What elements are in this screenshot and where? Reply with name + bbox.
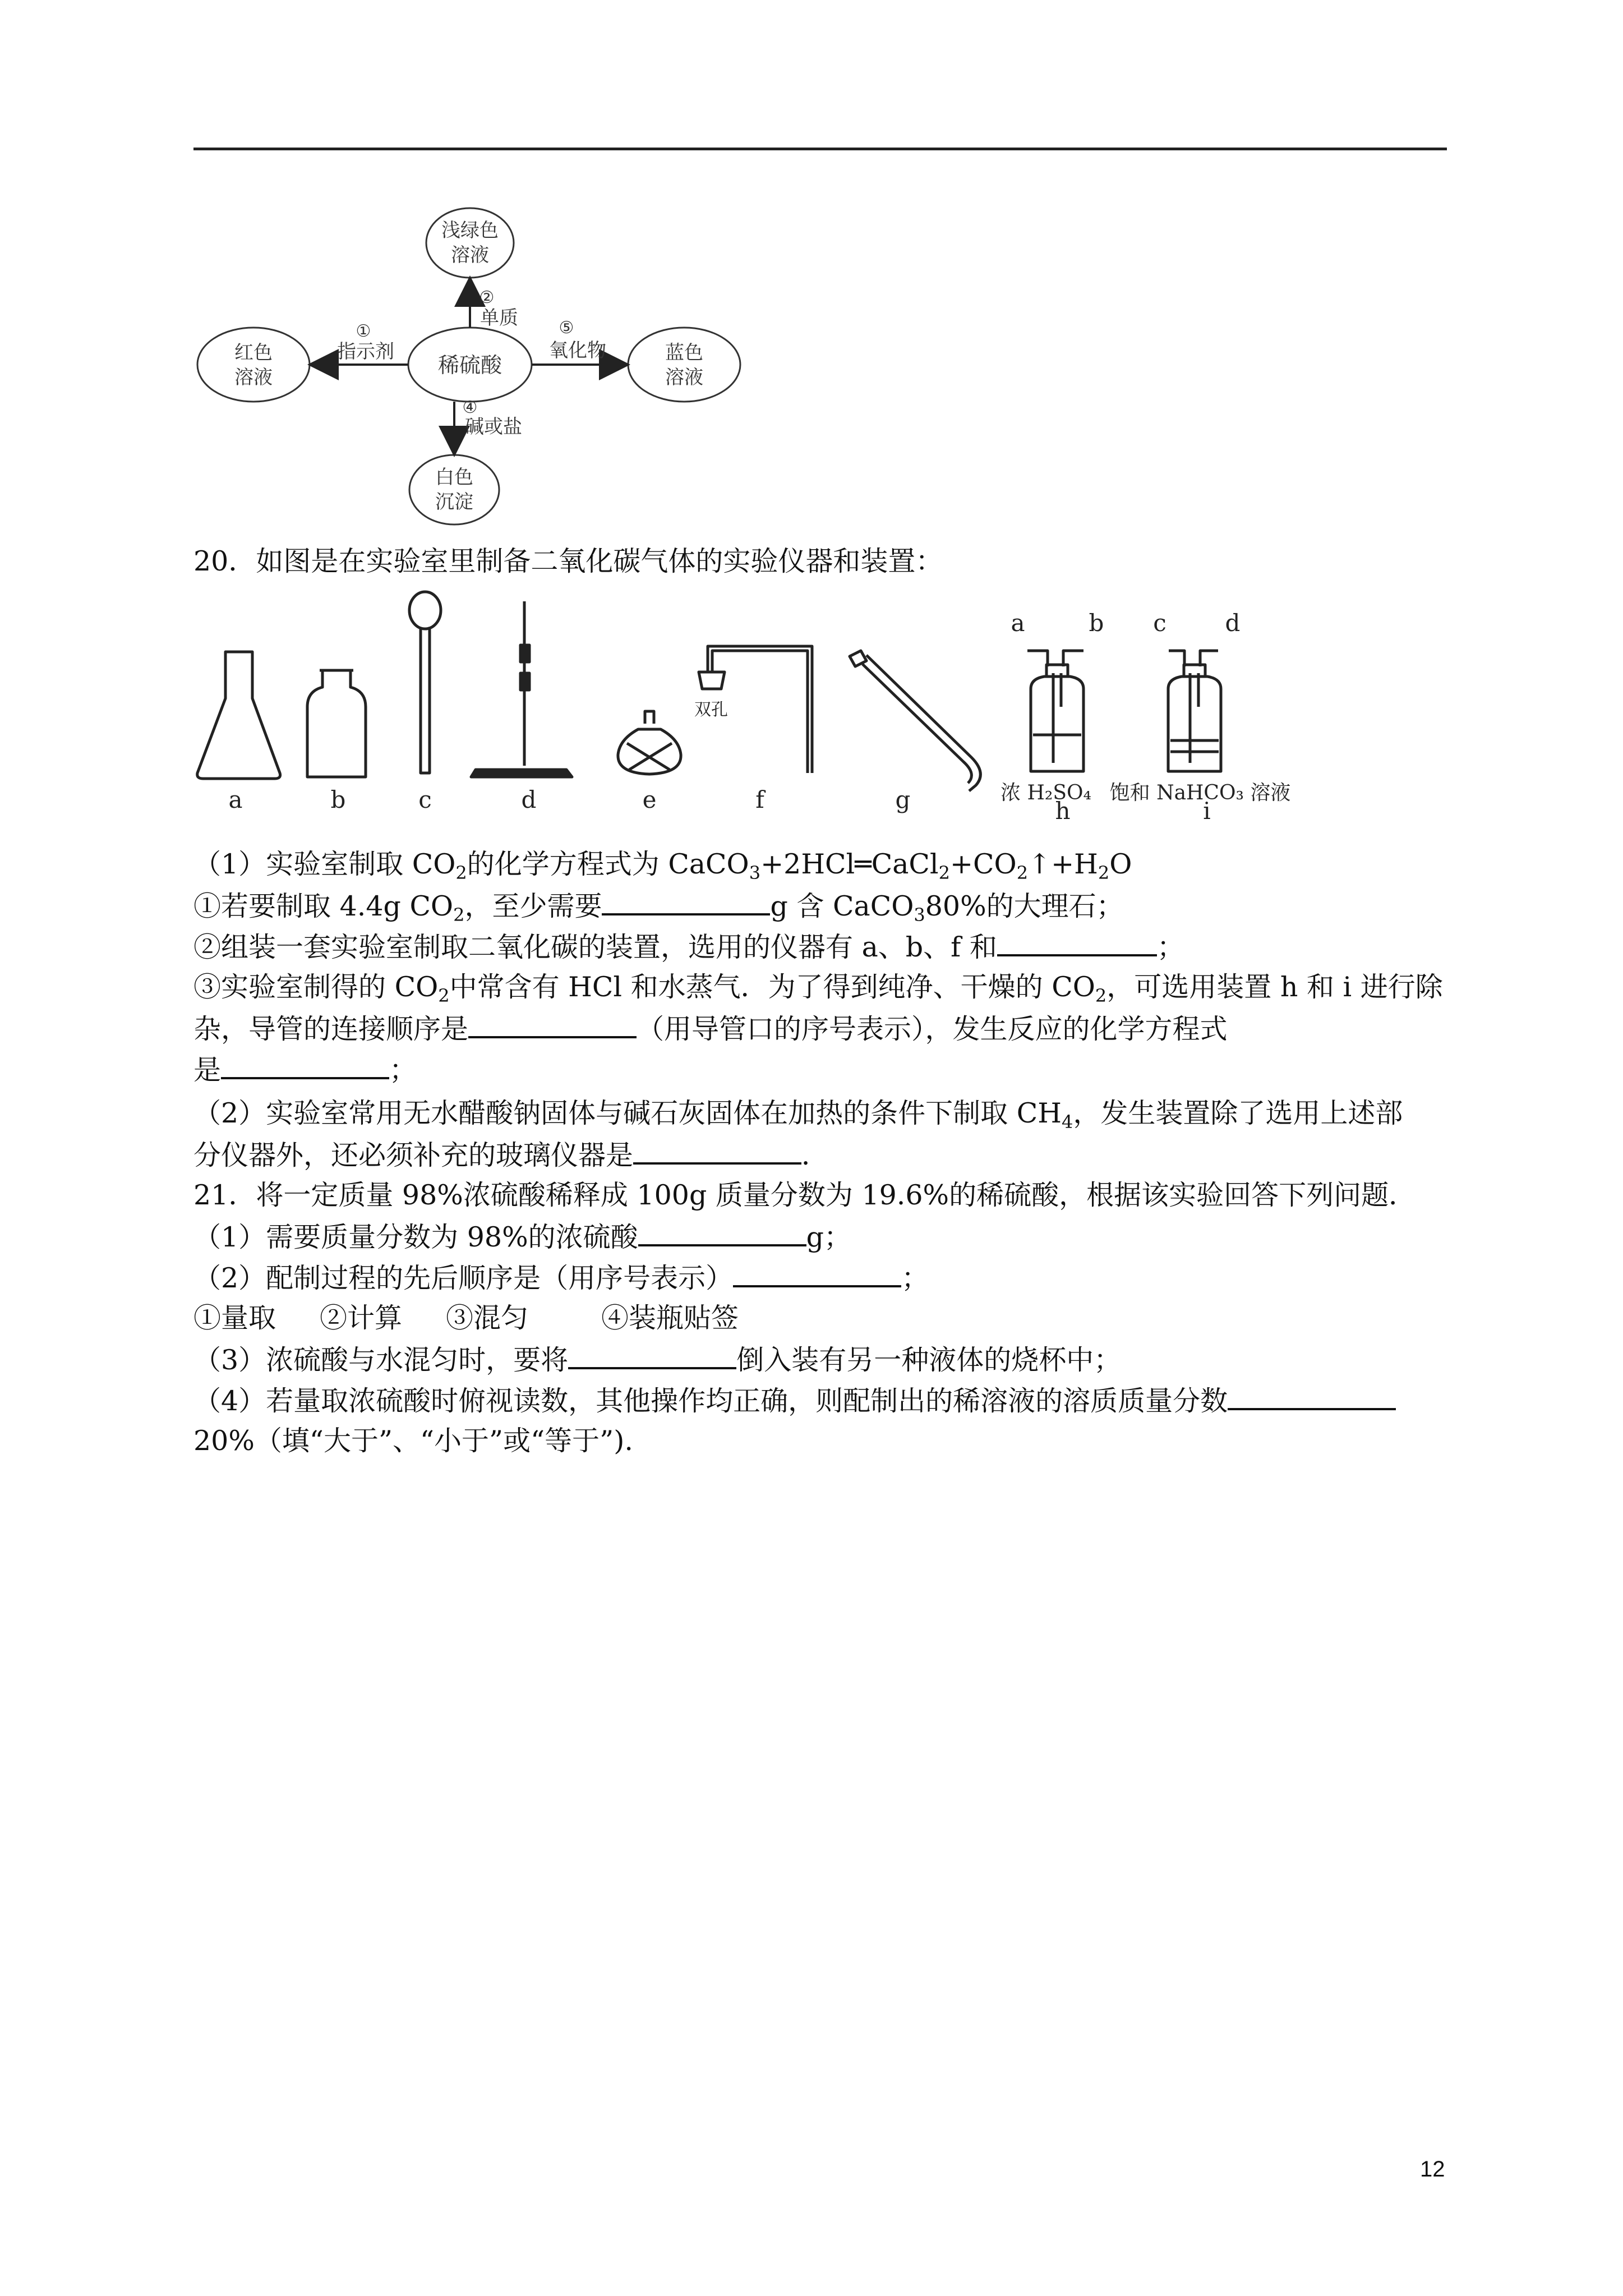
option-4: ④装瓶贴签 [601,1302,739,1334]
q21-part2: （2）配制过程的先后顺序是（用序号表示） ； [193,1257,929,1299]
q20-sub3: ③实验室制得的 $CO_2$中常含有 HCl 和水蒸气．为了得到纯净、干燥的 $CO_2$，可选用装置 h 和 i 进行除 [193,971,1443,1006]
q20-sub3-cont2: 是 ； [193,1049,417,1091]
answer-blank-6[interactable] [638,1216,806,1246]
answer-blank-9[interactable] [1228,1380,1396,1410]
label-h: h [1055,797,1071,825]
q20-part2-cont: 分仪器外，还必须补充的玻璃仪器是 ． [193,1134,829,1176]
bottom-node-line1: 白色 [435,466,473,489]
edge-right-label: 氧化物 [549,339,606,362]
edge-top-num: ② [479,288,495,307]
top-node-line1: 浅绿色 [441,219,499,242]
center-label: 稀硫酸 [437,353,502,378]
i-reagent: 饱和 NaHCO₃ 溶液 [1109,781,1291,804]
q21-stem: 21．将一定质量 98%浓硫酸稀释成 100g 质量分数为 19.6%的稀硫酸，根据该实验回答下列问题． [193,1179,1417,1211]
label-b: b [330,786,346,813]
label-f: f [755,786,764,813]
apparatus-figure [0,0,1623,841]
edge-bottom-label: 碱或盐 [465,416,522,438]
page-number: 12 [1420,2157,1445,2182]
answer-blank-3[interactable] [468,1008,637,1038]
q21-part3: （3）浓硫酸与水混匀时，要将 倒入装有另一种液体的烧杯中； [193,1339,1121,1381]
stopper-with-tube [699,672,725,689]
q20-stem: 20．如图是在实验室里制备二氧化碳气体的实验仪器和装置： [193,545,943,577]
answer-blank-1[interactable] [602,885,770,915]
q20-part2: （2）实验室常用无水醋酸钠固体与碱石灰固体在加热的条件下制取 $CH_4$，发生装置除了选用上述部 [193,1097,1403,1133]
wash-bottle-h [1031,677,1083,771]
q20-sub1: ①若要制取 4.4g $CO_2$，至少需要 g 含 CaCO$_3$80%的大理石； [193,885,1124,927]
answer-blank-8[interactable] [568,1339,736,1369]
h-reagent: 浓 H₂SO₄ [1000,781,1091,804]
option-3: ③混匀 [446,1302,529,1334]
left-node-line2: 溶液 [234,366,273,389]
answer-blank-4[interactable] [221,1049,389,1079]
gas-jar [307,670,366,777]
answer-blank-2[interactable] [997,926,1157,956]
label-e: e [642,786,657,813]
q21-part4-cont: 20%（填“大于”、“小于”或“等于”). [193,1425,633,1457]
right-node-line2: 溶液 [665,366,703,389]
edge-left-label: 指示剂 [337,341,394,363]
label-c: c [418,786,432,813]
right-node-line1: 蓝色 [665,342,703,364]
bottom-node-line2: 沉淀 [435,491,473,513]
h-port-b: b [1089,609,1104,637]
q21-part1: （1）需要质量分数为 98%的浓硫酸 g； [193,1216,851,1258]
conical-flask [197,652,280,779]
top-node-line2: 溶液 [451,244,489,266]
edge-right-num: ⑤ [559,318,574,338]
label-g: g [895,786,911,813]
edge-left-num: ① [356,321,371,341]
edge-bottom-num: ④ [462,398,478,417]
option-2: ②计算 [320,1302,403,1334]
option-1: ①量取 [193,1302,276,1334]
answer-blank-7[interactable] [733,1257,901,1287]
label-i: i [1203,797,1211,825]
label-d: d [521,786,537,813]
edge-top-label: 单质 [480,307,518,329]
answer-blank-5[interactable] [633,1134,801,1165]
q21-options [193,1298,739,1338]
h-port-a: a [1011,609,1025,637]
q20-sub3-cont: 杂，导管的连接顺序是 （用导管口的序号表示），发生反应的化学方程式 [193,1008,1228,1050]
label-a: a [228,786,243,813]
q21-part4: （4）若量取浓硫酸时俯视读数，其他操作均正确，则配制出的稀溶液的溶质质量分数 [193,1380,1396,1421]
left-node-line1: 红色 [234,342,273,364]
f-tag: 双孔 [694,700,728,720]
alcohol-lamp [645,711,654,724]
long-neck-funnel [409,592,441,629]
q20-sub2: ②组装一套实验室制取二氧化碳的装置，选用的仪器有 a、b、f 和 ； [193,926,1184,968]
i-port-d: d [1225,609,1241,637]
wash-bottle-i [1168,677,1221,771]
q20-part1: （1）实验室制取 $CO_2$的化学方程式为 $CaCO_3+2HCl═CaCl_2+CO_2↑+H_2O$ [193,848,1132,884]
i-port-c: c [1153,609,1166,637]
